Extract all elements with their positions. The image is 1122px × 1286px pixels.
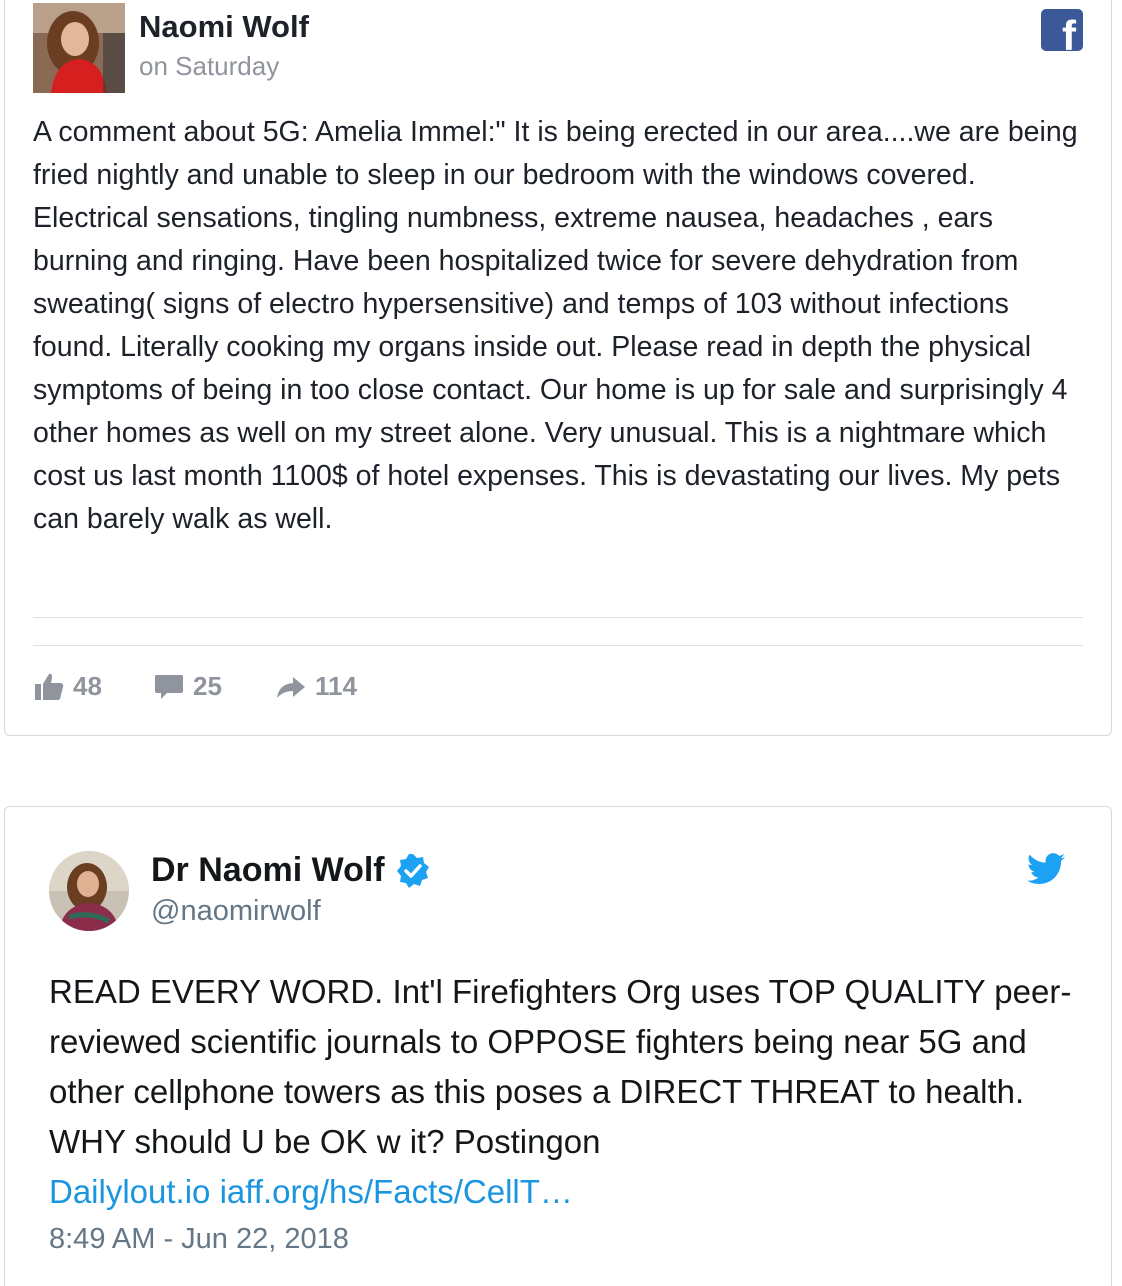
comment-bubble-icon [153, 672, 185, 702]
tweet-body: READ EVERY WORD. Int'l Firefighters Org uses TOP QUALITY peer-reviewed scientific journals to OPPOSE fighters being near 5G and other cellphone towers as this poses a DIRECT THREAT to health. WHY should U be OK w it? Postingon [49, 973, 1072, 1160]
facebook-icon[interactable]: f [1041, 9, 1083, 51]
comment-button[interactable] [153, 671, 222, 702]
divider [33, 617, 1083, 618]
like-count: 48 [73, 671, 102, 701]
like-button[interactable] [33, 671, 102, 702]
divider [33, 645, 1083, 646]
share-count: 114 [315, 671, 357, 701]
display-name[interactable] [151, 851, 431, 890]
tweet-card [4, 806, 1112, 1286]
share-arrow-icon [273, 672, 307, 702]
display-name-text: Dr Naomi Wolf [151, 851, 385, 889]
handle[interactable]: @naomirwolf [151, 895, 321, 927]
avatar-photo [33, 3, 125, 93]
tweet-link[interactable]: Dailylout.io iaff.org/hs/Facts/CellT… [49, 1173, 573, 1210]
verified-badge-icon [395, 853, 431, 889]
post-timestamp[interactable]: on Saturday [139, 51, 280, 81]
share-button[interactable] [273, 671, 357, 702]
avatar-photo [49, 851, 129, 931]
author-name[interactable]: Naomi Wolf [139, 9, 309, 44]
thumbs-up-icon [33, 672, 65, 702]
comment-count: 25 [193, 671, 222, 701]
author-avatar[interactable] [49, 851, 129, 931]
post-body: A comment about 5G: Amelia Immel:" It is being erected in our area....we are being fried nightly and unable to sleep in our bedroom with the windows covered. Electrical sensations, tingling numbness, extreme nausea, headaches , ears burning and ringing. Have been hospitalized twice for severe dehydration from sweating( signs of electro hypersensitive) and temps of 103 without infections found. Literally cooking my organs inside out. Please read in depth the physical symptoms of being in too close contact. Our home is up for sale and surprisingly 4 other homes as well on my street alone. Very unusual. This is a nightmare which cost us last month 1100$ of hotel expenses. This is devastating our lives. My pets can barely walk as well. [33, 116, 1078, 535]
author-avatar[interactable] [33, 3, 125, 93]
tweet-timestamp[interactable]: 8:49 AM - Jun 22, 2018 [49, 1223, 349, 1255]
twitter-bird-icon[interactable] [1027, 853, 1065, 890]
facebook-post-card [4, 0, 1112, 736]
